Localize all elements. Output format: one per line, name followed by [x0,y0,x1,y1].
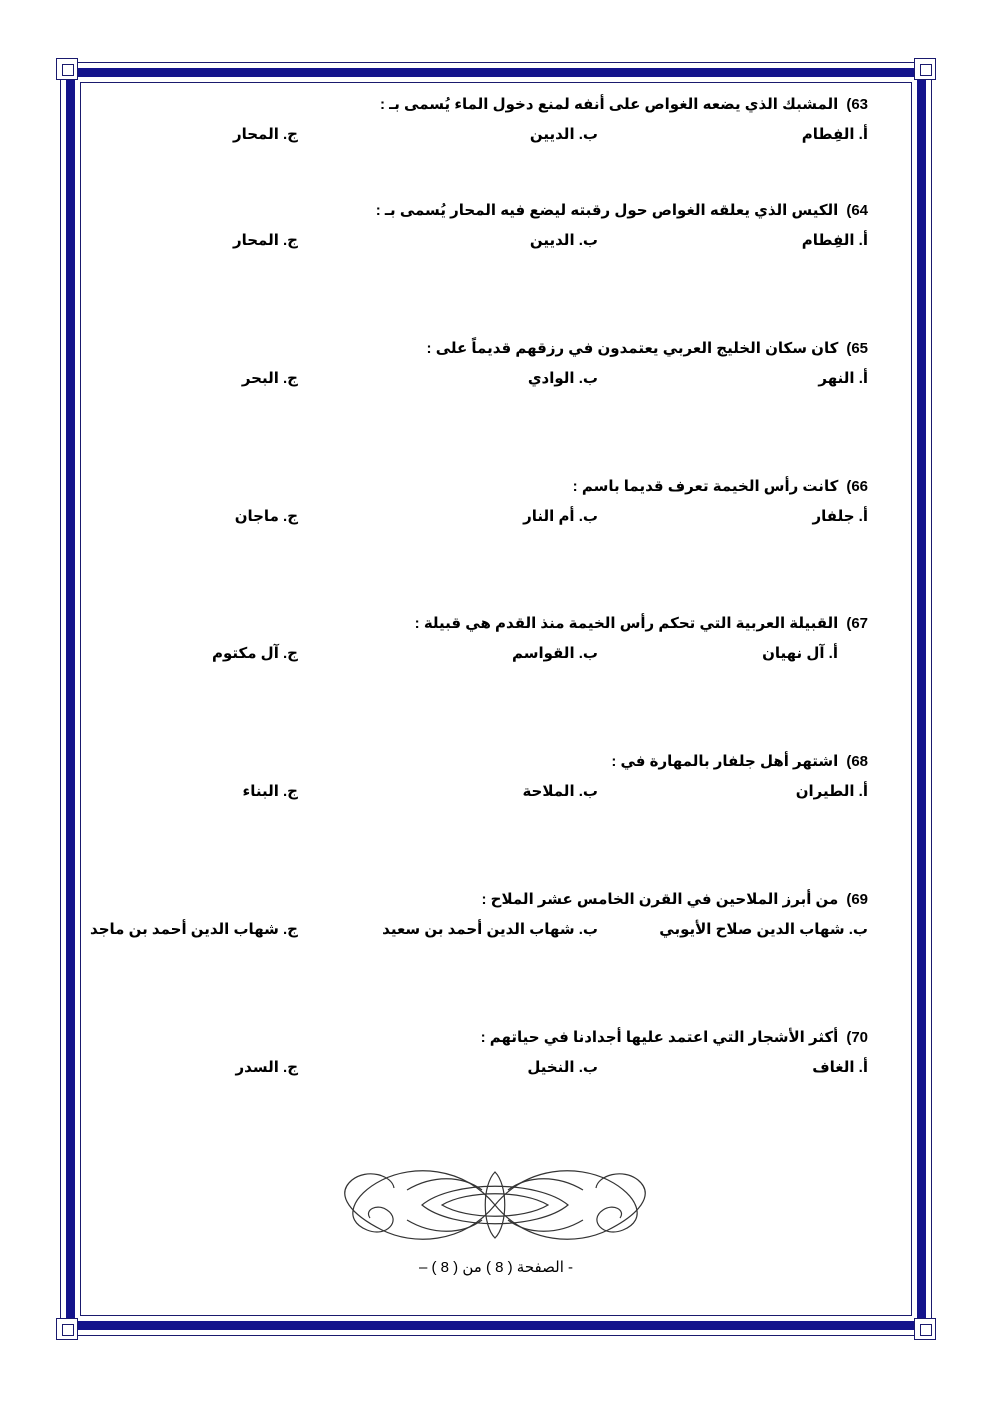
option-c: ج. المحار [232,232,298,249]
option-c: ج. شهاب الدين أحمد بن ماجد [90,921,298,938]
option-b: ب. الملاحة [522,783,598,800]
page-number-footer: - الصفحة ( 8 ) من ( 8 ) – [418,1259,574,1276]
option-b: ب. الوادي [527,370,598,387]
option-c: ج. السدر [235,1059,298,1076]
question-text: 64)الكيس الذي يعلقه الغواص حول رقبته ليضع فيه المحار يُسمى بـ : [375,202,868,219]
option-b: ب. القواسم [511,645,598,662]
question-number: 64) [846,202,868,219]
corner-ornament-top-left [56,58,78,80]
option-a: أ. آل نهيان [762,645,838,662]
option-b: ب. الديين [529,126,598,143]
question-text: 69)من أبرز الملاحين في القرن الخامس عشر الملاح : [481,891,868,908]
option-a: أ. الفِطام [801,232,868,249]
question-text: 68)اشتهر أهل جلفار بالمهارة في : [611,753,868,770]
option-c: ج. البناء [242,783,298,800]
question-number: 65) [846,340,868,357]
option-b: ب. شهاب الدين أحمد بن سعيد [382,921,598,938]
question-number: 70) [846,1029,868,1046]
option-c: ج. ماجان [234,508,298,525]
corner-ornament-bottom-left [56,1318,78,1340]
option-c: ج. المحار [232,126,298,143]
question-text: 66)كانت رأس الخيمة تعرف قديما باسم : [572,478,868,495]
question-number: 63) [846,96,868,113]
flourish-ornament-icon [322,1160,668,1250]
option-a: أ. الغاف [812,1059,868,1076]
question-number: 66) [846,478,868,495]
page-border-inner [80,82,912,1316]
corner-ornament-top-right [914,58,936,80]
question-number: 69) [846,891,868,908]
option-a: ب. شهاب الدين صلاح الأيوبي [659,921,868,938]
option-a: أ. الفِطام [801,126,868,143]
question-number: 67) [846,615,868,632]
question-text: 67)القبيلة العربية التي تحكم رأس الخيمة منذ القدم هي قبيلة : [414,615,868,632]
option-a: أ. النهر [818,370,868,387]
question-text: 70)أكثر الأشجار التي اعتمد عليها أجدادنا في حياتهم : [480,1029,868,1046]
option-a: أ. جلفار [812,508,868,525]
option-c: ج. آل مكتوم [211,645,298,662]
option-a: أ. الطيران [795,783,868,800]
question-number: 68) [846,753,868,770]
question-text: 63)المشبك الذي يضعه الغواص على أنفه لمنع دخول الماء يُسمى بـ : [379,96,868,113]
corner-ornament-bottom-right [914,1318,936,1340]
question-text: 65)كان سكان الخليج العربي يعتمدون في رزقهم قديماً على : [426,340,868,357]
option-b: ب. الديين [529,232,598,249]
option-b: ب. أم النار [523,508,598,525]
option-b: ب. النخيل [527,1059,598,1076]
option-c: ج. البحر [241,370,298,387]
